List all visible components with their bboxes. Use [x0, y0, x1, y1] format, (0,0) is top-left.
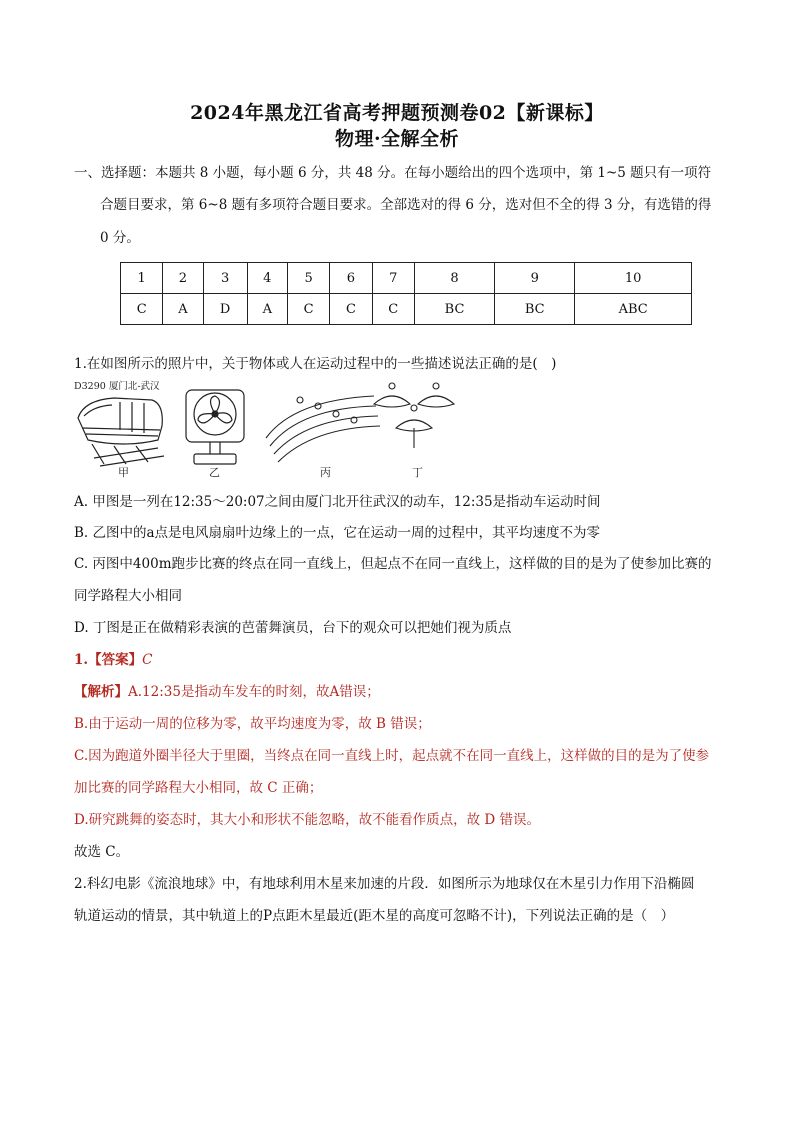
figure-label-ding: 丁: [412, 466, 423, 478]
table-cell: A: [247, 294, 287, 325]
question-1-stem: 1.在如图所示的照片中，关于物体或人在运动过程中的一些描述说法正确的是( ): [74, 356, 557, 372]
table-cell: 4: [247, 263, 287, 294]
question-1-option-d: D. 丁图是正在做精彩表演的芭蕾舞演员，台下的观众可以把她们视为质点: [74, 620, 512, 636]
question-1-analysis-b: B.由于运动一周的位移为零，故平均速度为零，故 B 错误；: [74, 716, 431, 732]
question-1-conclusion: 故选 C。: [74, 844, 130, 860]
figure-label-jia: 甲: [118, 466, 129, 478]
answer-table-number-row: [121, 263, 692, 294]
table-cell: D: [203, 294, 247, 325]
table-cell: BC: [495, 294, 575, 325]
table-cell: 6: [330, 263, 372, 294]
section-instructions-line1: 一、选择题：本题共 8 小题，每小题 6 分，共 48 分。在每小题给出的四个选项中，第 1~5 题只有一项符: [74, 165, 712, 181]
table-cell: 5: [287, 263, 329, 294]
table-cell: C: [372, 294, 414, 325]
table-cell: 10: [575, 263, 692, 294]
question-2-stem-line2: 轨道运动的情景，其中轨道上的P点距木星最近(距木星的高度可忽略不计)，下列说法正确的是（ ）: [74, 908, 675, 924]
ballet-dancers-illustration: [374, 383, 454, 478]
question-2-stem-line1: 2.科幻电影《流浪地球》中，有地球利用木星来加速的片段．如图所示为地球仅在木星引力作用下沿椭圆: [74, 876, 695, 892]
table-cell: C: [287, 294, 329, 325]
question-1-option-a: A. 甲图是一列在12:35～20:07之间由厦门北开往武汉的动车，12:35是指动车运动时间: [74, 494, 601, 510]
table-cell: C: [121, 294, 163, 325]
question-1-analysis-c-line1: C.因为跑道外圈半径大于里圈，当终点在同一直线上时，起点就不在同一直线上，这样做的目的是为了使参: [74, 748, 710, 764]
train-label: D3290 厦门北-武汉: [74, 381, 160, 392]
document-title: 2024年黑龙江省高考押题预测卷02【新课标】: [190, 102, 604, 124]
question-1-answer: [74, 648, 152, 668]
question-1-figure: [74, 378, 474, 478]
question-1-analysis-a: [74, 680, 380, 700]
section-instructions-line3: 0 分。: [100, 230, 140, 246]
question-1-analysis-d: D.研究跳舞的姿态时，其大小和形状不能忽略，故不能看作质点，故 D 错误。: [74, 812, 541, 828]
figure-label-yi: 乙: [209, 466, 220, 478]
train-illustration: [74, 380, 164, 478]
table-cell: BC: [414, 294, 494, 325]
table-cell: 7: [372, 263, 414, 294]
table-cell: 3: [203, 263, 247, 294]
running-track-illustration: [266, 396, 380, 478]
table-cell: A: [163, 294, 203, 325]
answer-table: [120, 262, 692, 325]
table-cell: 1: [121, 263, 163, 294]
analysis-prefix: 【解析】: [74, 684, 128, 700]
question-1-option-c-line2: 同学路程大小相同: [74, 588, 182, 604]
answer-value: C: [142, 652, 153, 668]
answer-table-answer-row: [121, 294, 692, 325]
table-cell: 2: [163, 263, 203, 294]
table-cell: ABC: [575, 294, 692, 325]
question-1-analysis-c-line2: 加比赛的同学路程大小相同，故 C 正确；: [74, 780, 323, 796]
table-cell: 9: [495, 263, 575, 294]
question-1-option-b: B. 乙图中的a点是电风扇扇叶边缘上的一点，它在运动一周的过程中，其平均速度不为零: [74, 525, 601, 541]
answer-prefix: 1.【答案】: [74, 652, 143, 668]
analysis-a-text: A.12:35是指动车发车的时刻，故A错误；: [128, 684, 380, 700]
question-1-option-c-line1: C. 丙图中400m跑步比赛的终点在同一直线上，但起点不在同一直线上，这样做的目的是为了使参加比赛的: [74, 556, 712, 572]
table-cell: 8: [414, 263, 494, 294]
table-cell: C: [330, 294, 372, 325]
figure-label-bing: 丙: [320, 466, 331, 478]
fan-illustration: [186, 390, 244, 478]
section-instructions-line2: 合题目要求，第 6~8 题有多项符合题目要求。全部选对的得 6 分，选对但不全的得 3 分，有选错的得: [100, 197, 712, 213]
document-subtitle: 物理·全解全析: [334, 128, 460, 150]
